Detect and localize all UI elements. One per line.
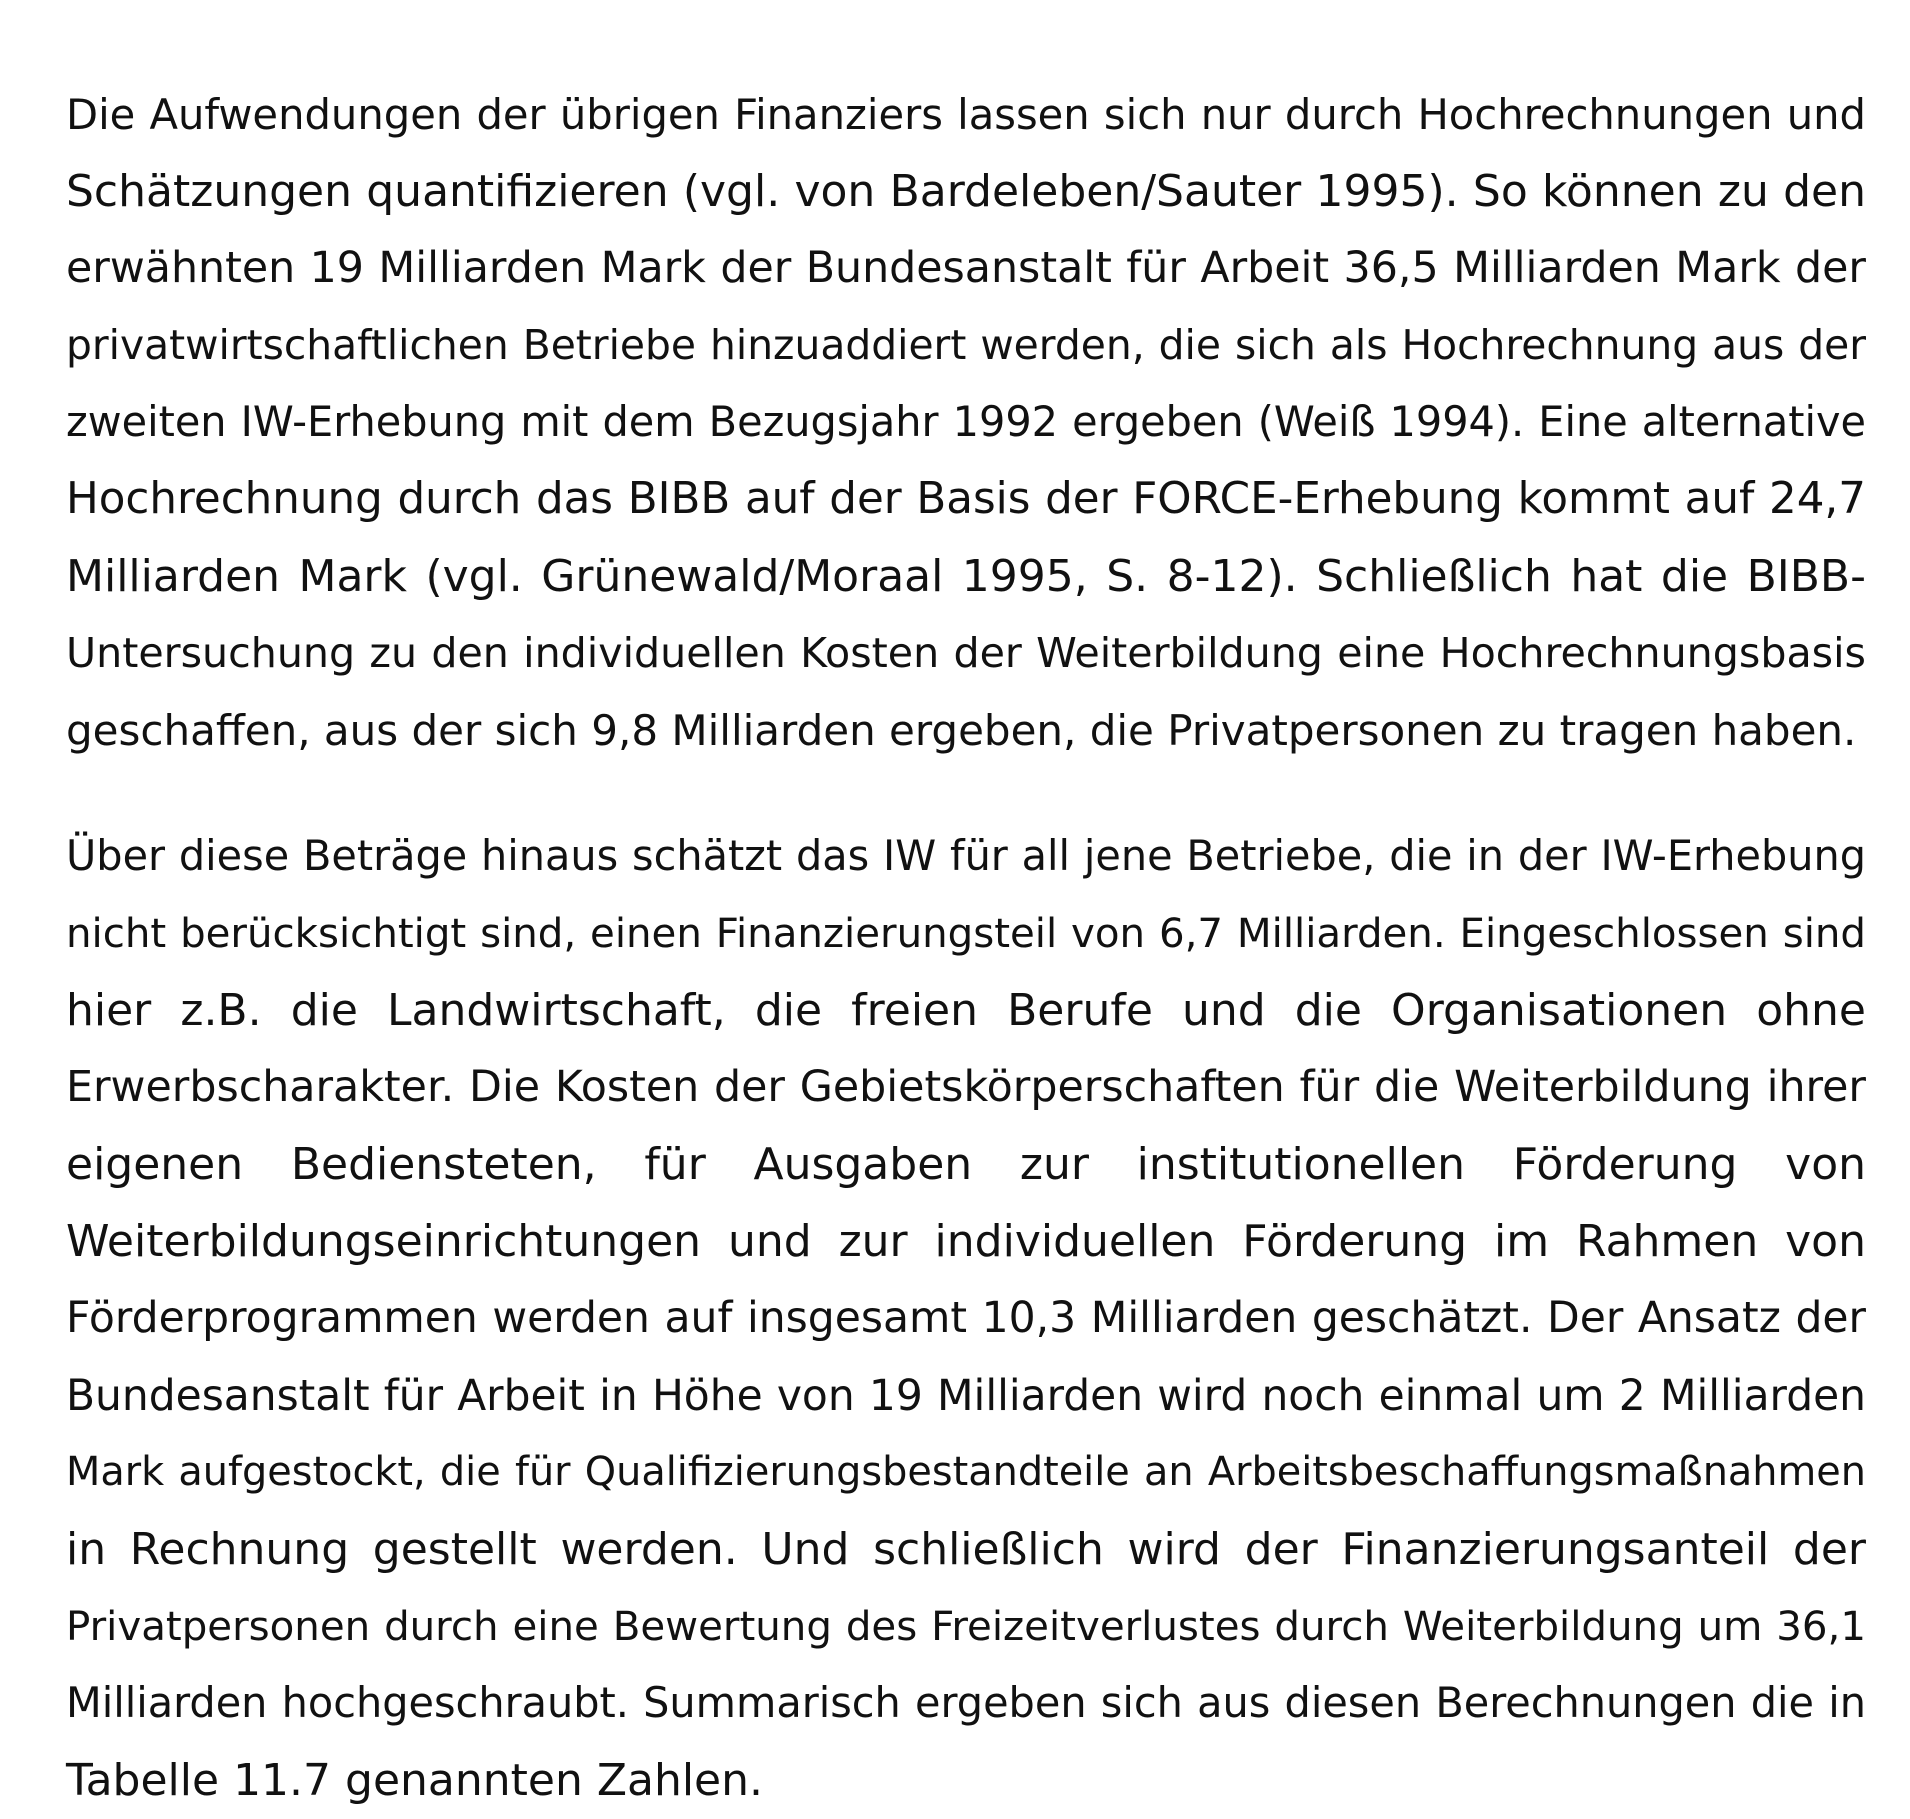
paragraph-2-line-10: in Rechnung gestellt werden. Und schließlich wird der Finanzierungsanteil der xyxy=(66,1524,1866,1575)
paragraph-1-line-4: privatwirtschaftlichen Betriebe hinzuaddiert werden, die sich als Hochrechnung aus der xyxy=(66,321,1866,369)
paragraph-1-line-9: geschaffen, aus der sich 9,8 Milliarden ergeben, die Privatpersonen zu tragen haben. xyxy=(66,706,1857,755)
paragraph-2-line-1: Über diese Beträge hinaus schätzt das IW für all jene Betriebe, die in der IW-Erhebung xyxy=(66,832,1866,880)
paragraph-2-line-12: Milliarden hochgeschraubt. Summarisch ergeben sich aus diesen Berechnungen die in xyxy=(66,1679,1866,1727)
paragraph-2-line-5: eigenen Bediensteten, für Ausgaben zur institutionellen Förderung von xyxy=(66,1139,1866,1190)
paragraph-2-line-2: nicht berücksichtigt sind, einen Finanzierungsteil von 6,7 Milliarden. Eingeschlossen sind xyxy=(66,910,1866,957)
paragraph-1-line-2: Schätzungen quantifizieren (vgl. von Bardeleben/Sauter 1995). So können zu den xyxy=(66,166,1866,217)
paragraph-2-line-8: Bundesanstalt für Arbeit in Höhe von 19 Milliarden wird noch einmal um 2 Milliarden xyxy=(66,1371,1866,1420)
paragraph-2-line-11: Privatpersonen durch eine Bewertung des Freizeitverlustes durch Weiterbildung um 36,1 xyxy=(66,1603,1866,1650)
paragraph-1 xyxy=(66,76,1866,769)
paragraph-2-line-3: hier z.B. die Landwirtschaft, die freien Berufe und die Organisationen ohne xyxy=(66,985,1866,1036)
paragraph-2-line-13: Tabelle 11.7 genannten Zahlen. xyxy=(66,1755,763,1806)
paragraph-1-line-8: Untersuchung zu den individuellen Kosten der Weiterbildung eine Hochrechnungsbasis xyxy=(66,629,1866,677)
paragraph-1-line-3: erwähnten 19 Milliarden Mark der Bundesanstalt für Arbeit 36,5 Milliarden Mark der xyxy=(66,243,1866,293)
paragraph-2-line-6: Weiterbildungseinrichtungen und zur individuellen Förderung im Rahmen von xyxy=(66,1216,1866,1267)
paragraph-2-line-7: Förderprogrammen werden auf insgesamt 10,3 Milliarden geschätzt. Der Ansatz der xyxy=(66,1294,1866,1343)
paragraph-1-line-1: Die Aufwendungen der übrigen Finanziers lassen sich nur durch Hochrechnungen und xyxy=(66,90,1866,139)
paragraph-1-line-5: zweiten IW-Erhebung mit dem Bezugsjahr 1992 ergeben (Weiß 1994). Eine alternative xyxy=(66,398,1866,446)
paragraph-2 xyxy=(66,818,1866,1819)
paragraph-1-line-6: Hochrechnung durch das BIBB auf der Basis der FORCE-Erhebung kommt auf 24,7 xyxy=(66,474,1866,524)
paragraph-1-line-7: Milliarden Mark (vgl. Grünewald/Moraal 1995, S. 8-12). Schließlich hat die BIBB- xyxy=(66,551,1866,602)
paragraph-2-line-4: Erwerbscharakter. Die Kosten der Gebietskörperschaften für die Weiterbildung ihrer xyxy=(66,1062,1866,1112)
paragraph-2-line-9: Mark aufgestockt, die für Qualifizierungsbestandteile an Arbeitsbeschaffungsmaßnahmen xyxy=(66,1449,1866,1495)
